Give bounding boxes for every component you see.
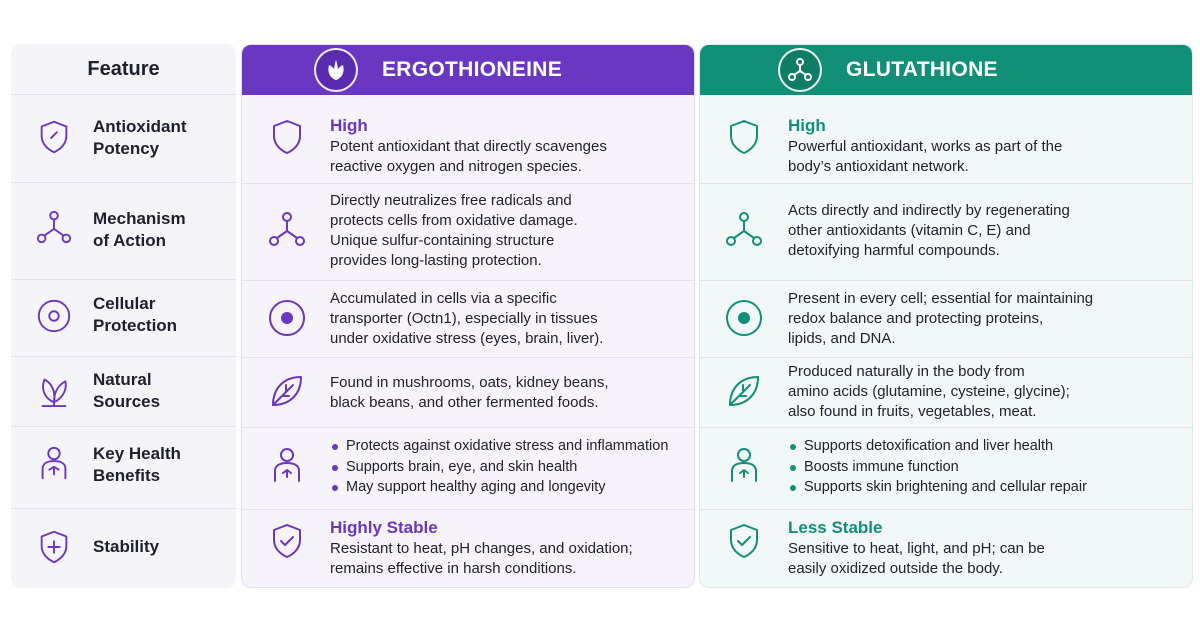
molecule-icon [35, 208, 73, 246]
ergo-row-benefits [242, 427, 694, 509]
feature-label: Cellular Protection [93, 294, 178, 335]
ergo-row-mechanism [242, 183, 694, 280]
description: Sensitive to heat, light, and pH; can be easily oxidized outside the body. [788, 540, 1045, 577]
description: Powerful antioxidant, works as part of the body’s antioxidant network. [788, 138, 1063, 175]
feature-label: Mechanism of Action [93, 209, 186, 250]
description: Present in every cell; essential for maintaining redox balance and protecting proteins, lipids, and DNA. [788, 290, 1094, 347]
list-item: Supports brain, eye, and skin health [330, 457, 684, 478]
description: Produced naturally in the body from amino acids (glutamine, cysteine, glycine); also found in fruits, vegetables, meat. [788, 363, 1070, 420]
list-item: Boosts immune function [788, 457, 1182, 478]
description: Found in mushrooms, oats, kidney beans, black beans, and other fermented foods. [330, 374, 609, 411]
rating-title: Less Stable [788, 518, 883, 537]
feature-header-label: Feature [87, 57, 160, 80]
feature-label: Natural Sources [93, 370, 161, 411]
leaf-icon [724, 371, 764, 411]
shield-icon [35, 118, 73, 156]
glut-row-sources [700, 357, 1192, 427]
ergo-row-sources [242, 357, 694, 427]
cell-icon [267, 298, 307, 338]
feature-row-sources [11, 356, 236, 426]
feature-row-cellular [11, 279, 236, 356]
shield-icon [267, 117, 307, 157]
glut-row-stability [700, 509, 1192, 588]
feature-column [11, 44, 236, 588]
shield-icon [724, 117, 764, 157]
description: Potent antioxidant that directly scavenges reactive oxygen and nitrogen species. [330, 138, 607, 175]
benefit-list [330, 436, 684, 498]
ergothioneine-title: ERGOTHIONEINE [382, 58, 563, 81]
person-icon [267, 445, 307, 485]
shield-check-icon [267, 521, 307, 561]
description: Resistant to heat, pH changes, and oxidation; remains effective in harsh conditions. [330, 540, 633, 577]
shield-check-icon [724, 521, 764, 561]
list-item: May support healthy aging and longevity [330, 477, 684, 498]
list-item: Protects against oxidative stress and inflammation [330, 436, 684, 457]
glut-row-antioxidant-potency [700, 95, 1192, 183]
feature-row-stability [11, 508, 236, 588]
leaves-icon [35, 370, 73, 408]
feature-label: Key Health Benefits [93, 444, 181, 485]
feature-header [11, 44, 236, 94]
rating-title: High [330, 116, 368, 135]
glut-row-mechanism [700, 183, 1192, 280]
person-icon [35, 444, 73, 482]
rating-title: High [788, 116, 826, 135]
description: Acts directly and indirectly by regenerating other antioxidants (vitamin C, E) and detoxifying harmful compounds. [788, 202, 1070, 259]
molecule-icon [267, 209, 307, 249]
ergothioneine-header [242, 45, 694, 95]
ergo-row-stability [242, 509, 694, 588]
shield-plus-icon [35, 528, 73, 566]
feature-row-benefits [11, 426, 236, 508]
description: Directly neutralizes free radicals and protects cells from oxidative damage. Unique sulfur-containing structure provides long-lasting protection. [330, 192, 578, 269]
glut-row-cellular [700, 280, 1192, 357]
cell-icon [724, 298, 764, 338]
glutathione-column [699, 44, 1193, 588]
feature-label: Stability [93, 537, 160, 556]
benefit-list [788, 436, 1182, 498]
feature-row-mechanism [11, 182, 236, 279]
glut-row-benefits [700, 427, 1192, 509]
description: Accumulated in cells via a specific transporter (Octn1), especially in tissues under oxidative stress (eyes, brain, liver). [330, 290, 604, 347]
feature-label: Antioxidant Potency [93, 117, 187, 158]
ergo-row-antioxidant-potency [242, 95, 694, 183]
cell-icon [35, 297, 73, 335]
glutathione-header [700, 45, 1192, 95]
list-item: Supports detoxification and liver health [788, 436, 1182, 457]
list-item: Supports skin brightening and cellular repair [788, 477, 1182, 498]
leaf-icon [267, 371, 307, 411]
person-icon [724, 445, 764, 485]
molecule-icon [778, 48, 822, 92]
feature-row-antioxidant-potency [11, 94, 236, 182]
ergo-row-cellular [242, 280, 694, 357]
sprout-icon [314, 48, 358, 92]
molecule-icon [724, 209, 764, 249]
glutathione-title: GLUTATHIONE [846, 58, 998, 81]
rating-title: Highly Stable [330, 518, 438, 537]
ergothioneine-column [241, 44, 695, 588]
